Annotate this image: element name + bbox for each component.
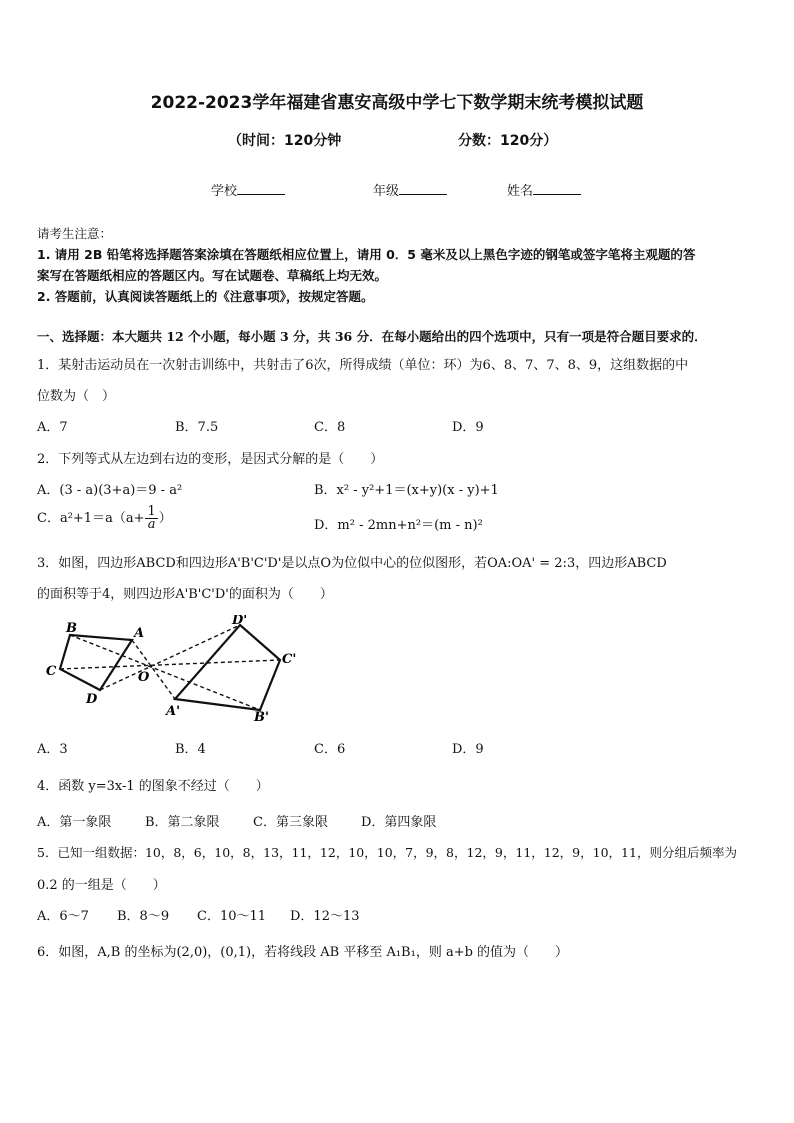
q2-option-c[interactable] (37, 506, 172, 531)
label-c-prime: C' (282, 652, 297, 667)
q1-line1: 1．某射击运动员在一次射击训练中，共射击了6次，所得成绩（单位：环）为6、8、7、7、8、9，这组数据的中 (37, 358, 689, 373)
label-d: D (86, 692, 98, 707)
q1-option-c[interactable]: C．8 (314, 420, 346, 435)
label-a-prime: A' (166, 704, 181, 719)
fraction-numerator: 1 (147, 504, 156, 519)
label-b: B (66, 621, 77, 636)
q2-option-a[interactable]: A．(3 - a)(3+a)＝9 - a² (37, 483, 183, 498)
q3-option-b[interactable]: B．4 (175, 742, 206, 757)
q1-option-d[interactable]: D．9 (452, 420, 484, 435)
label-d-prime: D' (232, 615, 248, 628)
exam-score: 分数：120分） (458, 133, 558, 149)
q3-line2: 的面积等于4，则四边形A'B'C'D'的面积为（ ） (37, 587, 333, 602)
q5-option-d[interactable]: D．12～13 (290, 909, 360, 924)
q2-option-b[interactable]: B．x² - y²+1＝(x+y)(x - y)+1 (314, 483, 499, 498)
notice-item1-line2: 案写在答题纸相应的答题区内。写在试题卷、草稿纸上均无效。 (37, 268, 388, 283)
school-label: 学校 (211, 184, 238, 199)
q2-stem: 2．下列等式从左边到右边的变形，是因式分解的是（ ） (37, 452, 384, 467)
q5-line2: 0.2 的一组是（ ） (37, 878, 166, 893)
fraction-denominator: a (147, 517, 156, 532)
name-field[interactable] (507, 180, 581, 199)
label-o: O (138, 670, 150, 685)
q2-option-c-suffix: ） (158, 511, 172, 526)
school-blank[interactable] (237, 182, 285, 195)
q4-option-a[interactable]: A．第一象限 (37, 815, 112, 830)
q5-option-b[interactable]: B．8～9 (117, 909, 170, 924)
quad-abcd (60, 635, 132, 690)
exam-time: （时间：120分钟 (228, 133, 342, 149)
notice-item1-line1: 1. 请用 2B 铅笔将选择题答案涂填在答题纸相应位置上，请用 0．5 毫米及以上黑色字迹的钢笔或签字笔将主观题的答 (37, 247, 696, 262)
notice-heading: 请考生注意： (37, 226, 113, 241)
q4-option-c[interactable]: C．第三象限 (253, 815, 328, 830)
q2-option-d[interactable]: D．m² - 2mn+n²＝(m - n)² (314, 518, 483, 533)
q3-similar-figures-diagram (40, 615, 310, 725)
q1-option-a[interactable]: A．7 (37, 420, 68, 435)
grade-field[interactable] (373, 180, 447, 199)
grade-label: 年级 (373, 184, 400, 199)
school-field[interactable] (211, 180, 285, 199)
label-a: A (134, 626, 145, 641)
exam-title: 2022-2023学年福建省惠安高级中学七下数学期末统考模拟试题 (150, 93, 644, 113)
grade-blank[interactable] (399, 182, 447, 195)
q1-option-b[interactable]: B．7.5 (175, 420, 219, 435)
name-label: 姓名 (507, 184, 534, 199)
name-blank[interactable] (533, 182, 581, 195)
q2-option-c-prefix: C．a²+1＝a（a+ (37, 511, 145, 526)
label-b-prime: B' (254, 710, 269, 725)
q5-option-c[interactable]: C．10～11 (197, 909, 267, 924)
q3-option-d[interactable]: D．9 (452, 742, 484, 757)
q4-stem: 4．函数 y=3x-1 的图象不经过（ ） (37, 779, 269, 794)
q4-option-b[interactable]: B．第二象限 (145, 815, 220, 830)
q5-option-a[interactable]: A．6～7 (37, 909, 89, 924)
q4-option-d[interactable]: D．第四象限 (361, 815, 437, 830)
q1-line2: 位数为（ ） (37, 389, 116, 404)
section1-heading: 一、选择题：本大题共 12 个小题，每小题 3 分，共 36 分．在每小题给出的四个选项中，只有一项是符合题目要求的． (37, 329, 707, 344)
q3-option-c[interactable]: C．6 (314, 742, 346, 757)
label-c: C (46, 664, 57, 679)
q6-stem: 6．如图，A,B 的坐标为(2,0)，(0,1)，若将线段 AB 平移至 A₁B₁，则 a+b 的值为（ ） (37, 945, 569, 960)
q2-option-c-fraction (145, 506, 157, 531)
q3-option-a[interactable]: A．3 (37, 742, 68, 757)
q5-line1: 5．已知一组数据：10，8，6，10，8，13，11，12，10，10，7，9，8，12，9，11，12，9，10，11，则分组后频率为 (37, 845, 737, 860)
q3-line1: 3．如图，四边形ABCD和四边形A'B'C'D'是以点O为位似中心的位似图形，若OA:OA' = 2:3，四边形ABCD (37, 556, 667, 571)
notice-item2: 2. 答题前，认真阅读答题纸上的《注意事项》，按规定答题。 (37, 289, 374, 304)
